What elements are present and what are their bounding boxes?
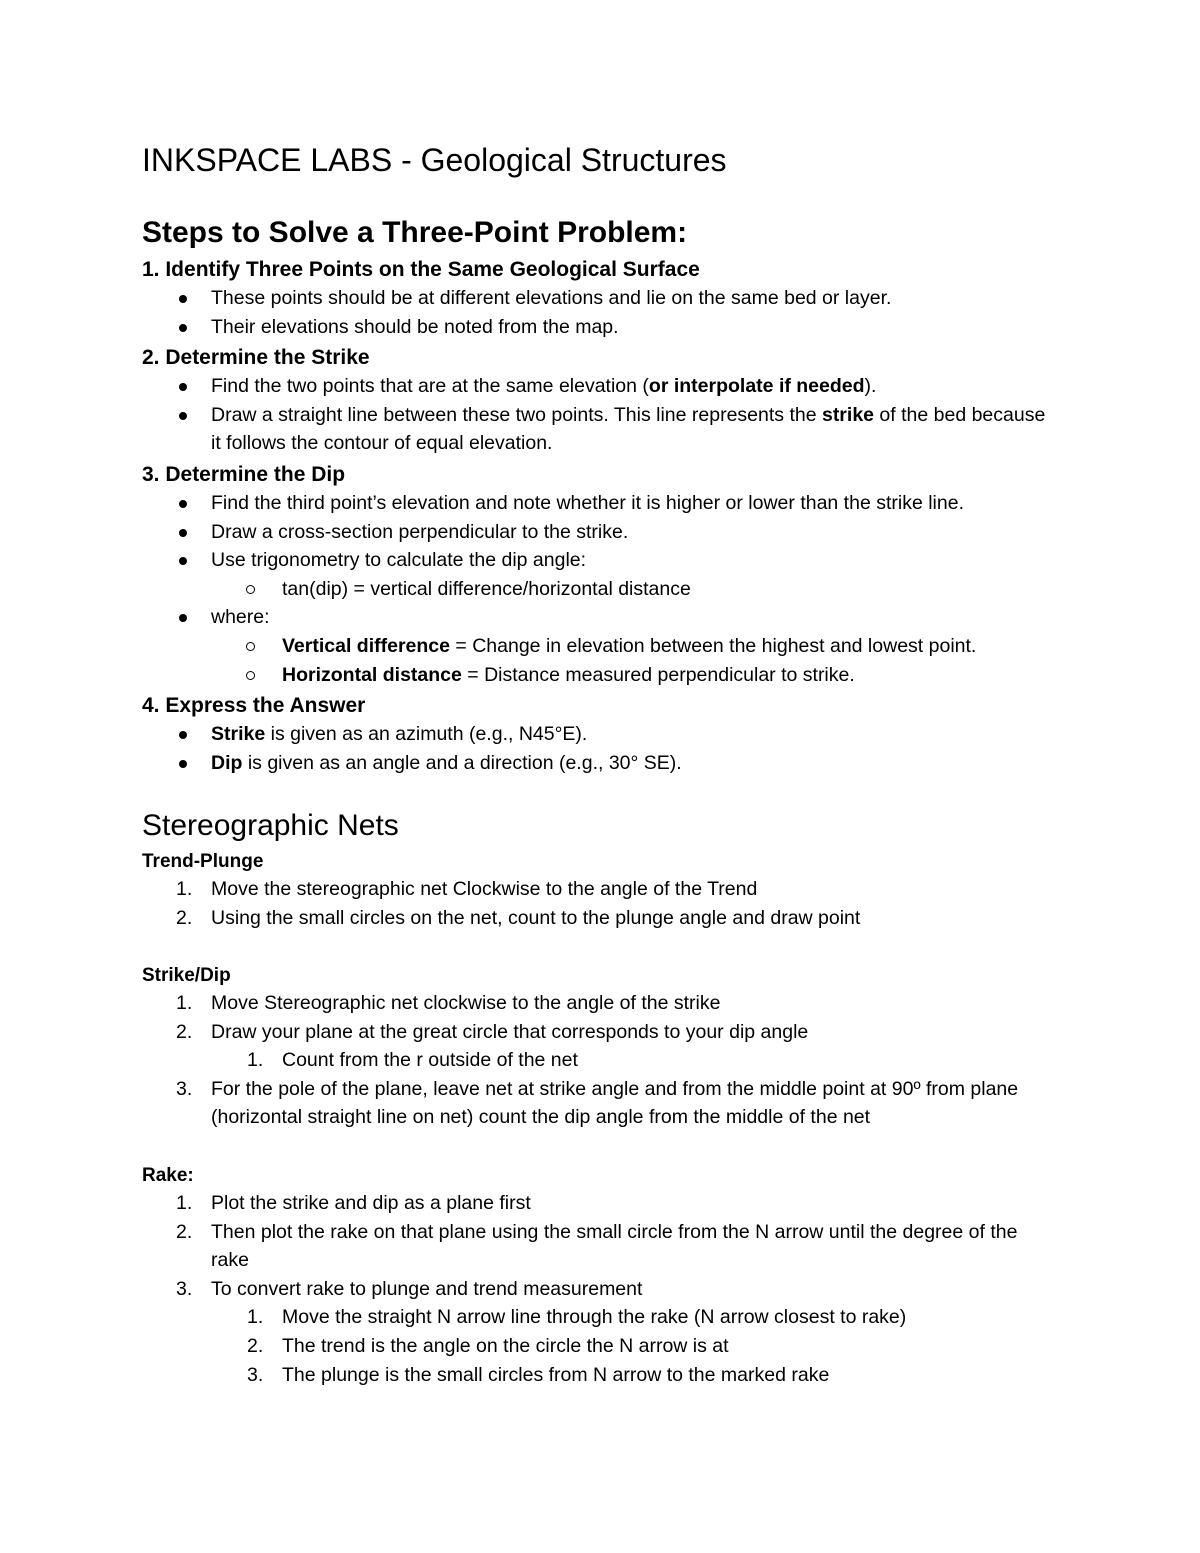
strike-dip-steps — [142, 989, 1062, 1132]
bullet-icon — [179, 500, 187, 508]
list-item: Strike is given as an azimuth (e.g., N45°E). — [142, 720, 1062, 749]
list-item: Find the third point’s elevation and note whether it is higher or lower than the strike line. — [142, 489, 1062, 518]
strike-dip-section — [142, 962, 1062, 1132]
bullet-icon — [179, 529, 187, 537]
bullet-icon — [179, 557, 187, 565]
document-title: INKSPACE LABS - Geological Structures — [142, 142, 727, 178]
list-item: 3. For the pole of the plane, leave net at strike angle and from the middle point at 90º from plane (horizontal straight line on net) count the dip angle from the middle of the net — [176, 1077, 1019, 1129]
list-item: Horizontal distance = Distance measured perpendicular to strike. — [142, 661, 1062, 690]
list-item: Their elevations should be noted from the map. — [142, 313, 1062, 342]
list-item: 2. Using the small circles on the net, count to the plunge angle and draw point — [176, 906, 861, 929]
list-item: tan(dip) = vertical difference/horizontal distance — [142, 575, 1062, 604]
stereographic-heading: Stereographic Nets — [142, 809, 399, 842]
step-1-title: 1. Identify Three Points on the Same Geological Surface — [142, 258, 700, 281]
list-item: 3. The plunge is the small circles from N arrow to the marked rake — [247, 1363, 830, 1386]
list-item: Dip is given as an angle and a direction (e.g., 30° SE). — [142, 749, 1062, 778]
list-item: 1. Count from the r outside of the net — [247, 1049, 578, 1072]
trend-plunge-steps — [142, 875, 1062, 932]
list-item: 3. To convert rake to plunge and trend measurement — [176, 1277, 643, 1300]
step-3-bullets — [142, 489, 1062, 689]
step-3-title: 3. Determine the Dip — [142, 463, 346, 486]
list-item: Use trigonometry to calculate the dip angle: — [142, 546, 1062, 575]
list-item: 2. The trend is the angle on the circle the N arrow is at — [247, 1334, 729, 1357]
list-item: Vertical difference = Change in elevation between the highest and lowest point. — [142, 632, 1062, 661]
list-item: 1. Move the stereographic net Clockwise to the angle of the Trend — [176, 878, 758, 900]
bullet-icon — [179, 412, 187, 420]
list-item: 1. Move Stereographic net clockwise to the angle of the strike — [176, 992, 721, 1014]
bullet-icon — [179, 324, 187, 332]
step-2 — [142, 343, 1062, 458]
step-1-bullets — [142, 284, 1062, 341]
circle-bullet-icon — [246, 585, 255, 594]
bullet-icon — [179, 383, 187, 391]
circle-bullet-icon — [246, 642, 255, 651]
step-2-bullets — [142, 372, 1062, 458]
list-item: 2. Then plot the rake on that plane using the small circle from the N arrow until the degree of the rake — [176, 1220, 1018, 1272]
list-item: Find the two points that are at the same elevation (or interpolate if needed). — [142, 372, 1062, 401]
bullet-icon — [179, 731, 187, 739]
list-item: 1. Move the straight N arrow line through the rake (N arrow closest to rake) — [247, 1306, 907, 1329]
rake-steps — [142, 1189, 1062, 1389]
step-2-title: 2. Determine the Strike — [142, 346, 370, 369]
step-4-title: 4. Express the Answer — [142, 694, 366, 717]
trend-plunge-section — [142, 848, 1062, 932]
bullet-icon — [179, 614, 187, 622]
circle-bullet-icon — [246, 671, 255, 680]
rake-title: Rake: — [142, 1165, 194, 1186]
trend-plunge-title: Trend-Plunge — [142, 851, 264, 872]
list-item: Draw a straight line between these two points. This line represents the strike of the bed because it follows the contour of equal elevation. — [142, 401, 1051, 458]
list-item: 2. Draw your plane at the great circle that corresponds to your dip angle — [176, 1020, 809, 1043]
step-3 — [142, 460, 1062, 689]
list-item: where: — [142, 603, 1062, 632]
list-item: Draw a cross-section perpendicular to the strike. — [142, 518, 1062, 547]
step-4-bullets — [142, 720, 1062, 777]
list-item: 1. Plot the strike and dip as a plane first — [176, 1192, 531, 1214]
bullet-icon — [179, 760, 187, 768]
step-1 — [142, 255, 1062, 341]
strike-dip-title: Strike/Dip — [142, 965, 231, 986]
list-item: These points should be at different elevations and lie on the same bed or layer. — [142, 284, 1062, 313]
three-point-heading: Steps to Solve a Three-Point Problem: — [142, 216, 688, 249]
rake-section — [142, 1162, 1062, 1389]
bullet-icon — [179, 295, 187, 303]
step-4 — [142, 691, 1062, 777]
